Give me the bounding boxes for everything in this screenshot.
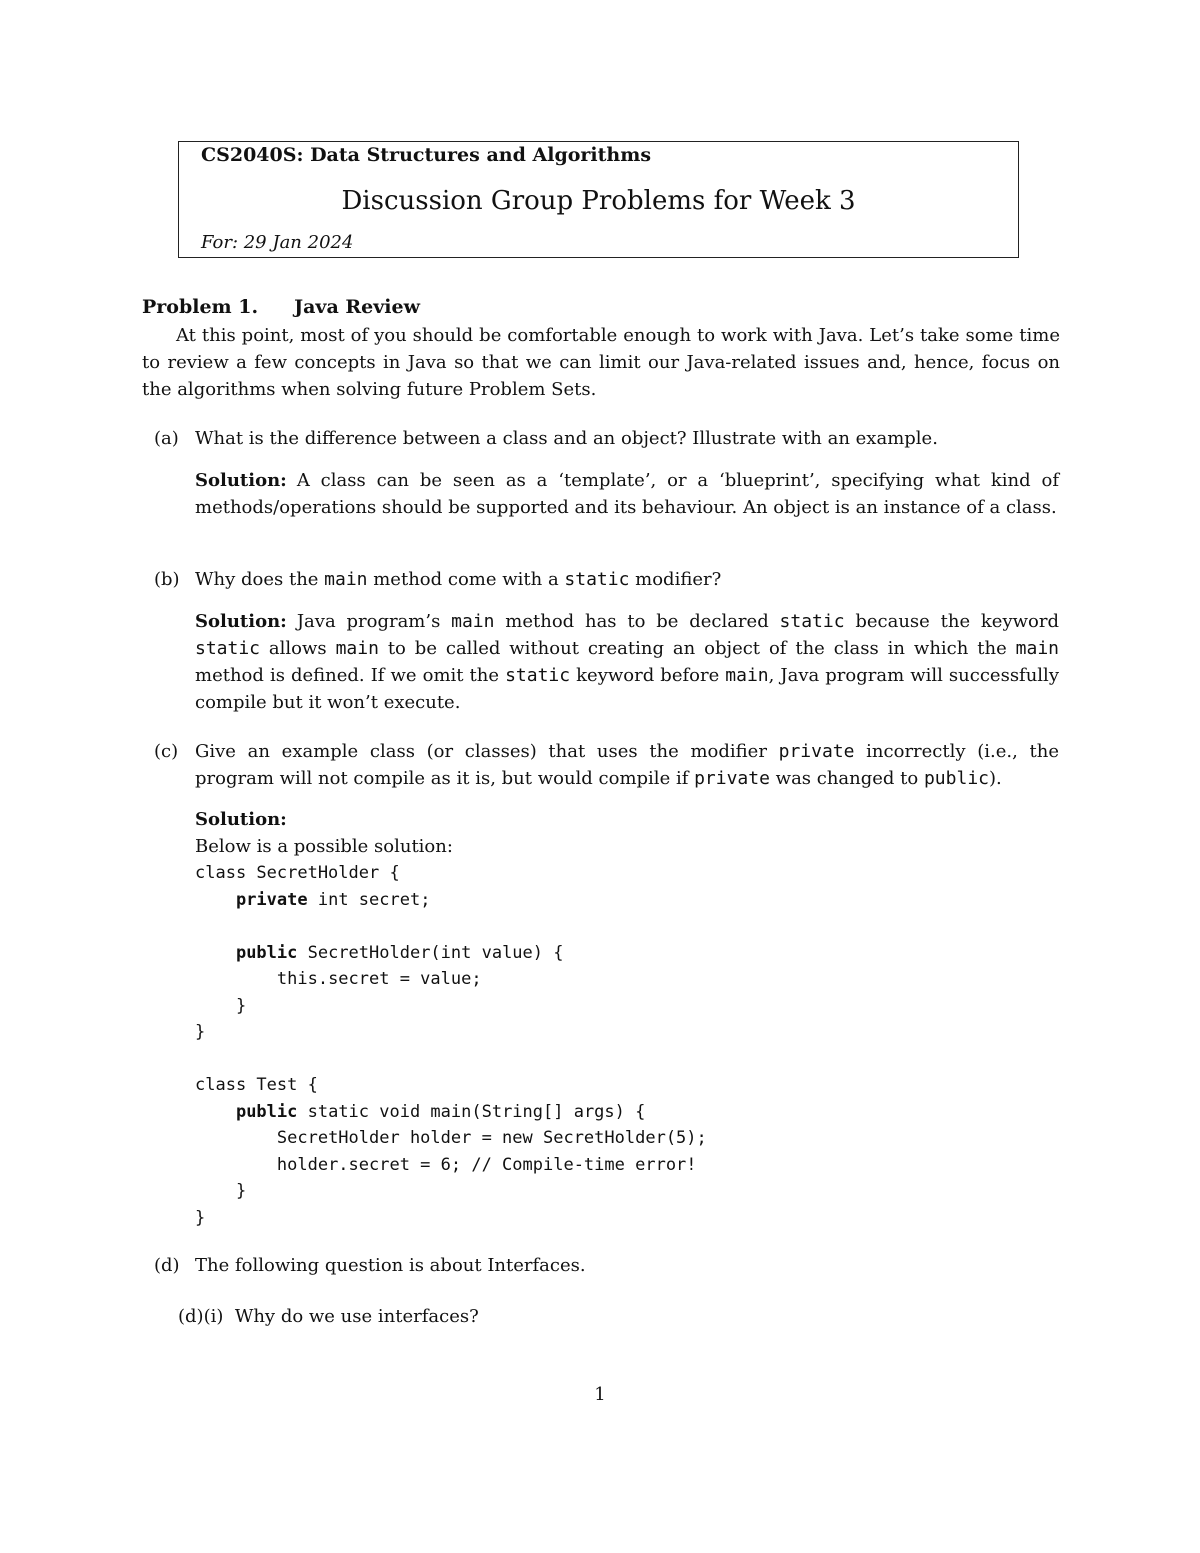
code-main: main [1015, 638, 1059, 659]
document-title: Discussion Group Problems for Week 3 [341, 186, 856, 216]
text-run: method is defined. If we omit the [195, 665, 506, 686]
solution-label: Solution: [195, 470, 287, 491]
course-title: CS2040S: Data Structures and Algorithms [201, 144, 652, 166]
item-a-solution-text: A class can be seen as a ‘template’, or a ‘blueprint’, specifying what kind of methods/operations should be supported and its behaviour. An object is an instance of a class. [195, 470, 1059, 518]
code-line: SecretHolder holder = new SecretHolder(5); [276, 1128, 707, 1148]
text-run: method come with a [367, 569, 565, 590]
code-public: public [923, 768, 989, 789]
code-line: int secret; [307, 889, 431, 910]
code-line: class Test { [195, 1075, 318, 1095]
item-d-label: (d) [154, 1255, 180, 1276]
problem-heading [142, 296, 420, 318]
text-run: to be called without creating an object of the class in which the [378, 638, 1016, 659]
code-keyword: private [235, 889, 308, 910]
code-static: static [564, 569, 630, 590]
code-private: private [694, 768, 770, 789]
code-line: this.secret = value; [276, 969, 482, 989]
for-date: For: 29 Jan 2024 [201, 232, 354, 253]
item-c-solution-intro: Below is a possible solution: [195, 836, 453, 857]
code-main: main [335, 638, 379, 659]
text-run: modifier? [629, 569, 722, 590]
code-main: main [451, 611, 495, 632]
text-run: because the keyword [844, 611, 1059, 632]
item-b-question [195, 566, 1059, 593]
text-run: ). [989, 768, 1002, 789]
text-run: Give an example class (or classes) that uses the modifier [195, 741, 779, 762]
code-block [195, 860, 707, 1231]
code-static: static [779, 611, 845, 632]
code-main: main [725, 665, 769, 686]
text-run: Java program’s [296, 611, 452, 632]
item-d-i-label: (d)(i) [178, 1306, 224, 1327]
item-a-question: What is the difference between a class and an object? Illustrate with an example. [195, 428, 938, 449]
solution-label: Solution: [195, 611, 287, 632]
code-keyword: public [235, 1101, 298, 1122]
text-run: allows [260, 638, 336, 659]
item-c-solution-label [195, 806, 1059, 833]
problem-number: Problem 1. [142, 296, 259, 318]
item-c-question [195, 738, 1059, 792]
item-d-question: The following question is about Interfaces. [195, 1255, 586, 1276]
item-d-i [178, 1303, 479, 1330]
code-keyword: public [235, 942, 298, 963]
item-a-label: (a) [154, 428, 179, 449]
solution-label: Solution: [195, 809, 287, 830]
code-main: main [324, 569, 368, 590]
text-run: , Java program will successfully compile but it won’t execute. [195, 665, 1059, 713]
code-line: } [235, 995, 247, 1016]
text-run: keyword before [570, 665, 726, 686]
code-line: } [195, 1022, 206, 1042]
item-b-label: (b) [154, 569, 180, 590]
code-line: holder.secret = 6; // Compile-time error! [276, 1154, 697, 1175]
problem-title: Java Review [294, 296, 420, 318]
item-d-i-question: Why do we use interfaces? [234, 1306, 479, 1327]
text-run: method has to be declared [494, 611, 780, 632]
problem-intro: At this point, most of you should be comfortable enough to work with Java. Let’s take some time to review a few concepts in Java so that we can limit our Java-related issues and, hence, focus on the algorithms when solving future Problem Sets. [142, 325, 1060, 400]
code-line: class SecretHolder { [195, 863, 400, 883]
code-line: SecretHolder(int value) { [297, 942, 564, 963]
text-run: was changed to [769, 768, 924, 789]
code-static: static [195, 638, 261, 659]
page-number: 1 [594, 1384, 606, 1405]
code-private: private [778, 741, 855, 762]
item-c-label: (c) [154, 741, 179, 762]
header-box [178, 141, 1019, 258]
code-line: static void main(String[] args) { [297, 1101, 646, 1122]
text-run: incorrectly (i.e., the program will not compile as it is, but would compile if [195, 741, 1059, 789]
item-a-solution [195, 467, 1059, 521]
code-line: } [235, 1181, 247, 1201]
code-static: static [505, 665, 571, 686]
item-b-solution [195, 608, 1059, 716]
text-run: Why does the [195, 569, 325, 590]
code-line: } [195, 1207, 206, 1228]
